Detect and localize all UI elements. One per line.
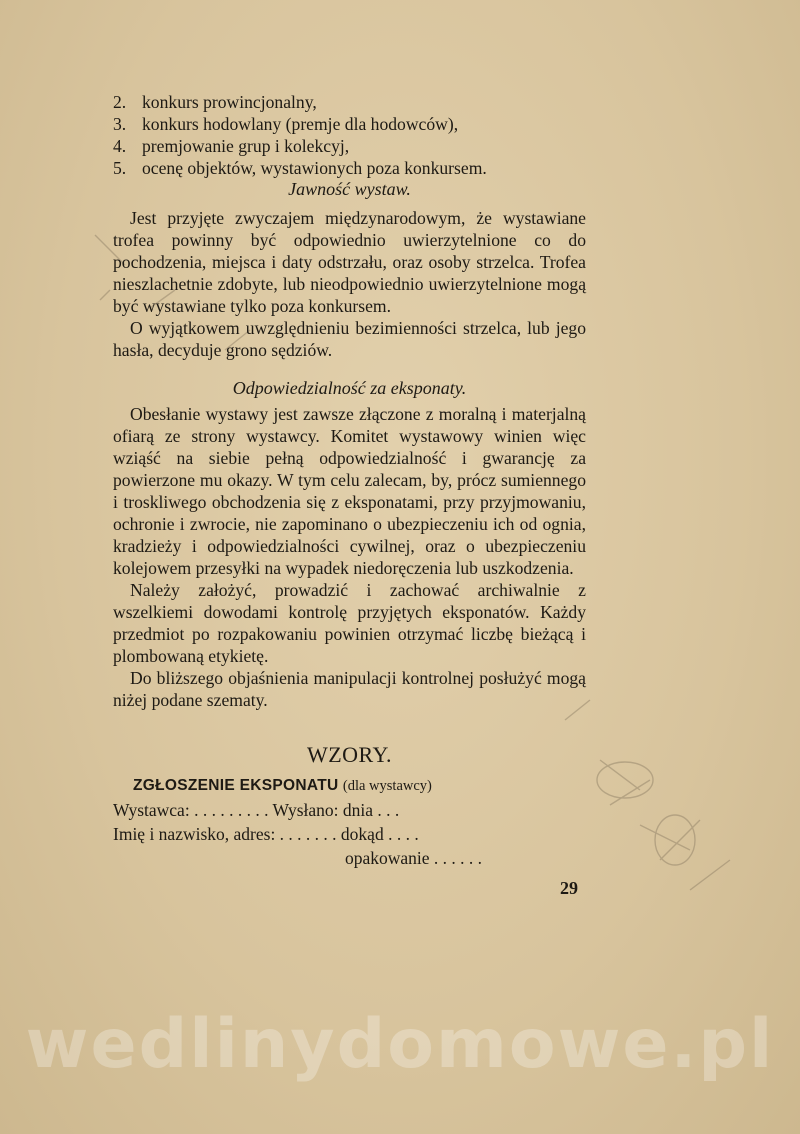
form-title: ZGŁOSZENIE EKSPONATU [133, 777, 339, 794]
form-line: Wystawca: . . . . . . . . . Wysłano: dnia . . . [113, 800, 400, 820]
list-text: ocenę objektów, wystawionych poza konkursem. [142, 158, 487, 178]
list-item [113, 91, 586, 113]
paragraph: Jest przyjęte zwyczajem międzynarodowym, że wystawiane trofea powinny być odpowiednio uwierzytelnione co do pochodzenia, miejsca i daty odstrzału, oraz osoby strzelca. Trofea nieszlachetnie zdobyte, lub nieodpowiednio uwierzytelnione mogą być wystawiane tylko poza konkursem. [113, 208, 586, 316]
list-item [113, 135, 586, 157]
section-heading-jawnosc: Jawność wystaw. [288, 179, 411, 199]
section-body-jawnosc [113, 207, 586, 361]
form-line: opakowanie . . . . . . [345, 848, 483, 868]
section-heading-odpowiedzialnosc: Odpowiedzialność za eksponaty. [232, 378, 467, 398]
list-number: 5. [113, 158, 127, 178]
form-template [113, 772, 586, 870]
list-text: konkurs prowincjonalny, [142, 92, 317, 112]
list-number: 3. [113, 114, 127, 134]
list-item [113, 113, 586, 135]
paragraph: Należy założyć, prowadzić i zachować archiwalnie z wszelkiemi dowodami kontrolę przyjętych eksponatów. Każdy przedmiot po rozpakowaniu powinien otrzymać liczbę bieżącą i plombowaną etykietę. [113, 580, 586, 666]
list-text: premjowanie grup i kolekcyj, [142, 136, 350, 156]
paragraph: Do bliższego objaśnienia manipulacji kontrolnej posłużyć mogą niżej podane szematy. [113, 668, 586, 710]
watermark: wedlinydomowe.pl [25, 1005, 775, 1084]
section-body-odpowiedzialnosc [113, 403, 586, 711]
form-line: Imię i nazwisko, adres: . . . . . . . dokąd . . . . [113, 824, 419, 844]
list-number: 4. [113, 136, 127, 156]
list-item [113, 157, 586, 179]
list-text: konkurs hodowlany (premje dla hodowców), [142, 114, 459, 134]
list-number: 2. [113, 92, 127, 112]
form-subtitle: (dla wystawcy) [342, 778, 432, 794]
paragraph: O wyjątkowem uwzględnieniu bezimienności strzelca, lub jego hasła, decyduje grono sędziów. [113, 318, 586, 360]
templates-heading: WZORY. [306, 742, 393, 767]
paragraph: Obesłanie wystawy jest zawsze złączone z moralną i materjalną ofiarą ze strony wystawcy. Komitet wystawowy winien więc wziąść na siebie pełną odpowiedzialność i gwarancję za powierzone mu okazy. W tym celu zalecam, by, prócz sumiennego i troskliwego obchodzenia się z eksponatami, przy przyjmowaniu, ochronie i zwrocie, nie zapominano o ubezpieczeniu ich od ognia, kradzieży i odpowiedzialności cywilnej, oraz o ubezpieczeniu kolejowem przesyłki na wypadek niedoręczenia lub uszkodzenia. [113, 404, 586, 578]
enumerated-list [113, 91, 586, 179]
form-title-row [113, 772, 586, 798]
page-number: 29 [560, 878, 578, 898]
